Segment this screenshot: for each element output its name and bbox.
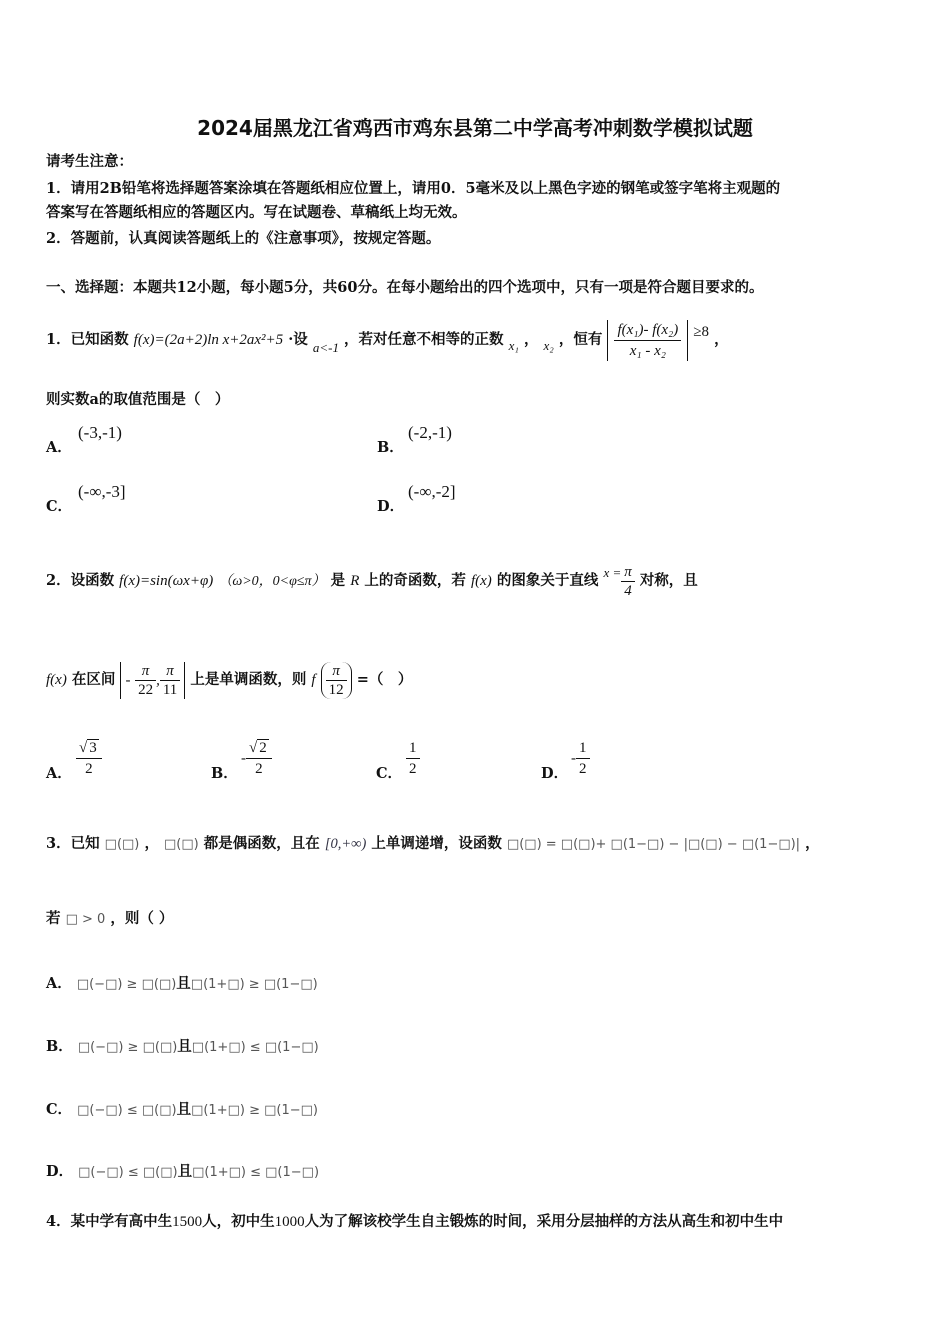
q3-condition: □ > 0 <box>65 912 106 927</box>
q3-interval: [0,+∞) <box>324 836 367 852</box>
q3-comma: ， <box>144 835 159 852</box>
q2-l2-a: 在区间 <box>71 671 116 688</box>
sqrt-icon: √ <box>249 740 258 756</box>
q2-option-a-fraction <box>76 738 102 779</box>
q1-option-c-value[interactable]: (-∞,-3] <box>78 482 126 501</box>
q3-option-a-left: □(−□) ≥ □(□) <box>76 977 177 992</box>
q3-end: ， <box>805 835 820 852</box>
q3-l2a: 若 <box>46 910 61 927</box>
q1-function: f(x)=(2a+2)ln x+2ax²+5 <box>133 332 284 348</box>
q2-paren <box>321 662 352 699</box>
q2-option-a-num <box>76 738 102 759</box>
q2-option-a-label[interactable]: A． <box>46 765 72 782</box>
q2-pi-over-12 <box>326 662 347 699</box>
notice-item-2: 2．答题前，认真阅读答题纸上的《注意事项》，按规定答题。 <box>46 230 441 247</box>
q1-mid1: ·设 <box>288 331 308 348</box>
q2-22: 22 <box>138 681 154 698</box>
q2-pi-d: π <box>326 662 347 681</box>
q2-option-b-num <box>246 738 272 759</box>
notice-item-1a: 1．请用2B铅笔将选择题答案涂填在答题纸相应位置上，请用0．5毫米及以上黑色字迹的钢笔或签字笔将主观题的 <box>46 180 781 197</box>
q3-option-b-right: □(1+□) ≤ □(1−□) <box>191 1040 319 1055</box>
q2-option-c-label[interactable]: C． <box>376 765 403 782</box>
q2-option-b-sign: - <box>241 750 246 767</box>
q1-prefix: 1．已知函数 <box>46 331 129 348</box>
q2-xeq: x = <box>603 565 622 580</box>
q2-12: 12 <box>328 681 344 698</box>
q3-option-a-right: □(1+□) ≥ □(1−□) <box>190 977 318 992</box>
q1-fraction <box>614 320 681 361</box>
q1-option-a-value[interactable]: (-3,-1) <box>78 423 122 442</box>
q2-l2-fx: f(x) <box>46 672 67 688</box>
question-3-stem <box>46 832 820 853</box>
q3-option-c[interactable] <box>46 1098 318 1119</box>
q1-frac-den: x₁ - x₂ <box>629 342 666 359</box>
q3-option-a-label: A． <box>46 975 72 992</box>
q3-option-b-label: B． <box>46 1038 73 1055</box>
section-heading: 一、选择题：本题共12小题，每小题5分，共60分。在每小题给出的四个选项中，只有一项是符合题目要求的。 <box>46 279 764 296</box>
q1-frac-num: f(x₁)- f(x₂) <box>614 320 681 341</box>
q2-option-b-value[interactable] <box>241 738 272 779</box>
q1-option-d-value[interactable]: (-∞,-2] <box>408 482 456 501</box>
q1-mid3: ，恒有 <box>558 331 603 348</box>
q2-option-b-den: 2 <box>255 761 263 777</box>
q3-option-c-and: 且 <box>176 1101 192 1118</box>
q2-pi-c: π <box>160 662 180 681</box>
q1-option-a-label[interactable]: A． <box>46 439 72 456</box>
q2-int-minus: - <box>125 672 131 688</box>
q2-l2-b: 上是单调函数，则 <box>190 671 307 688</box>
q2-option-b-label[interactable]: B． <box>211 765 238 782</box>
q2-l2-c: =（ ） <box>356 671 413 688</box>
q3-l2b: ，则（ ） <box>110 910 174 927</box>
q2-R: R <box>350 573 360 589</box>
q4-b: 人，初中生 <box>202 1213 275 1230</box>
q2-condition: （ω>0，0<φ≤π） <box>218 574 326 589</box>
q3-option-c-left: □(−□) ≤ □(□) <box>77 1103 177 1118</box>
q3-mid2: 上单调递增，设函数 <box>371 835 502 852</box>
q1-abs-fraction <box>607 320 688 361</box>
page-title: 2024届黑龙江省鸡西市鸡东县第二中学高考冲刺数学模拟试题 <box>197 116 753 140</box>
q2-mid2: 上的奇函数，若 <box>364 572 466 589</box>
q2-option-d-label[interactable]: D． <box>541 765 569 782</box>
q3-option-d-left: □(−□) ≤ □(□) <box>78 1165 178 1180</box>
q1-x2: x₂ <box>543 338 554 353</box>
q1-comma: ， <box>523 331 539 348</box>
q2-option-a-radicand: 3 <box>89 740 97 756</box>
q1-option-c-label[interactable]: C． <box>46 498 73 515</box>
q3-option-c-right: □(1+□) ≥ □(1−□) <box>191 1103 318 1118</box>
q2-option-c-numval: 1 <box>409 740 417 756</box>
q2-option-c-den: 2 <box>409 761 417 777</box>
q1-mid2: ，若对任意不相等的正数 <box>344 331 504 348</box>
q3-option-b-left: □(−□) ≥ □(□) <box>77 1040 178 1055</box>
q3-f2: □(□) <box>164 837 199 852</box>
question-2-line2 <box>46 652 412 708</box>
q2-prefix: 2．设函数 <box>46 572 115 589</box>
q2-function: f(x)=sin(ωx+φ) <box>119 573 214 589</box>
q2-option-c-fraction <box>406 738 420 779</box>
q3-option-d-label: D． <box>46 1163 74 1180</box>
q4-n1: 1500 <box>172 1214 203 1230</box>
question-1-line2: 则实数a的取值范围是（ ） <box>46 391 230 408</box>
q1-x1: x₁ <box>508 338 519 353</box>
q3-f1: □(□) <box>104 837 140 852</box>
q3-option-a-and: 且 <box>176 975 191 992</box>
q4-n2: 1000 <box>274 1214 305 1230</box>
q2-option-d-num <box>576 738 590 759</box>
q1-option-d-label[interactable]: D． <box>377 498 405 515</box>
q1-option-b-value[interactable]: (-2,-1) <box>408 423 452 442</box>
q2-option-b-fraction <box>246 738 272 779</box>
q4-c: 人为了解该校学生自主锻炼的时间，采用分层抽样的方法从高生和初中生中 <box>304 1213 784 1230</box>
q1-inequality: ≥8 <box>693 324 710 340</box>
q2-pi-b: π <box>135 662 156 681</box>
q2-interval: - $\frac{\pi}{22}$ , $\frac{\pi}{11}$ <box>120 662 185 699</box>
q3-mid1: 都是偶函数，且在 <box>203 835 320 852</box>
q3-option-d-and: 且 <box>177 1163 193 1180</box>
q3-option-d-right: □(1+□) ≤ □(1−□) <box>192 1165 320 1180</box>
q3-option-a[interactable] <box>46 972 318 993</box>
q1-condition: a<-1 <box>312 340 339 355</box>
q1-end: ， <box>714 331 729 348</box>
q2-pi: π <box>621 563 635 582</box>
q2-mid3: 的图象关于直线 <box>496 572 599 589</box>
q3-option-b-and: 且 <box>177 1038 192 1055</box>
question-2-stem <box>46 548 698 598</box>
q4-a: 4．某中学有高中生 <box>46 1213 173 1230</box>
question-4-stem <box>46 1210 783 1231</box>
q2-f: f <box>311 672 316 688</box>
q3-definition: □(□) = □(□)+ □(1−□) − |□(□) − □(1−□)| <box>506 837 801 852</box>
q2-option-d-fraction <box>576 738 590 779</box>
q2-option-b-radicand: 2 <box>259 740 267 756</box>
q2-end: 对称，且 <box>639 572 698 589</box>
q2-option-c-num <box>406 738 420 759</box>
question-1-stem <box>46 305 729 359</box>
q2-pi-over-22 <box>135 662 156 699</box>
q2-option-d-den: 2 <box>579 761 587 777</box>
q3-prefix: 3．已知 <box>46 835 100 852</box>
q2-pi-over-4 <box>621 563 635 600</box>
q2-option-d-sign: - <box>571 750 576 767</box>
q2-11: 11 <box>162 681 178 698</box>
q2-option-a-value[interactable] <box>76 738 102 779</box>
q2-option-c-value[interactable] <box>406 738 420 779</box>
notice-item-1b: 答案写在答题纸相应的答题区内。写在试题卷、草稿纸上均无效。 <box>46 204 467 221</box>
q3-option-b[interactable] <box>46 1035 319 1056</box>
q2-option-d-numval: 1 <box>579 740 587 756</box>
question-3-line2 <box>46 907 173 928</box>
q2-fx: f(x) <box>470 573 492 589</box>
q3-option-d[interactable] <box>46 1160 319 1181</box>
q2-option-a-den: 2 <box>85 761 93 777</box>
q2-pi-over-11 <box>160 662 180 699</box>
q2-four: 4 <box>624 582 632 599</box>
notice-heading: 请考生注意： <box>46 153 133 170</box>
q2-option-d-value[interactable] <box>571 738 590 779</box>
q1-option-b-label[interactable]: B． <box>377 439 404 456</box>
sqrt-icon: √ <box>79 740 88 756</box>
q3-option-c-label: C． <box>46 1101 73 1118</box>
q2-mid1: 是 <box>330 572 346 589</box>
